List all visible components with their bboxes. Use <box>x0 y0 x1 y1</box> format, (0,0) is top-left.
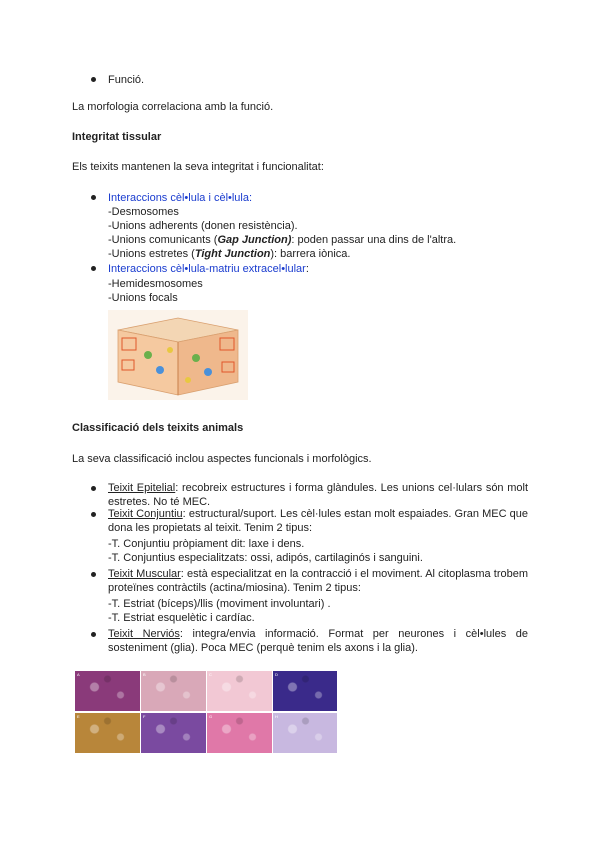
tissue-epitelial <box>108 481 528 509</box>
tile-label: C <box>209 672 212 677</box>
micrograph-tile <box>75 713 140 753</box>
micrograph-tile <box>75 671 140 711</box>
item-suffix: ): barrera iònica. <box>270 248 351 260</box>
tile-label: E <box>77 714 80 719</box>
tissue-description: : estructural/suport. Les cèl·lules estan molt espaiades. Gran MEC que dona les propietats al teixit. Tenim 2 tipus: <box>108 508 528 534</box>
cell-junction-illustration <box>108 310 248 400</box>
tissue-conjuntiu <box>108 507 528 535</box>
cell-cell-colon: : <box>249 192 253 204</box>
cell-matrix-item: -Unions focals <box>108 292 178 304</box>
tissue-name: Teixit Epitelial <box>108 482 176 494</box>
tile-label: F <box>143 714 146 719</box>
tissue-subtype: -T. Conjuntiu pròpiament dit: laxe i dens. <box>108 538 305 550</box>
item-prefix: -Unions comunicants ( <box>108 234 218 246</box>
cell-cell-heading <box>108 191 252 205</box>
tissue-name: Teixit Conjuntiu <box>108 508 183 520</box>
tissue-description: : integra/envia informació. Format per neurones i cèl•lules de sosteniment (glia). Poca MEC (perquè tenim els axons i la glia). <box>108 628 529 654</box>
tissue-nervios <box>108 627 528 655</box>
micrograph-tile <box>207 671 272 711</box>
tissue-muscular <box>108 567 528 595</box>
bullet-dot <box>91 266 96 271</box>
cell-matrix-title: Interaccions cèl•lula-matriu extracel•lular <box>108 263 306 275</box>
tissue-subtype: -T. Estriat esquelètic i cardíac. <box>108 612 255 624</box>
cell-cell-item <box>108 233 456 247</box>
tissue-description: : recobreix estructures i forma glàndules. Les unions cel·lulars són molt estretes. No té MEC. <box>108 482 528 508</box>
tissue-description: : està especialitzat en la contracció i el moviment. Al citoplasma trobem proteïnes contràctils (actina/miosina). Tenim 2 tipus: <box>108 568 528 594</box>
heading-classificacio: Classificació dels teixits animals <box>72 422 244 434</box>
tissue-micrograph-grid <box>75 671 337 755</box>
cell-matrix-colon: : <box>305 263 309 275</box>
junction-diagram <box>108 310 248 400</box>
tissue-name: Teixit Nerviós <box>108 628 180 640</box>
integritat-intro: Els teixits mantenen la seva integritat i funcionalitat: <box>72 161 324 173</box>
tile-label: G <box>209 714 213 719</box>
bullet-dot <box>91 486 96 491</box>
bullet-dot <box>91 512 96 517</box>
item-suffix: : poden passar una dins de l'altra. <box>291 234 457 246</box>
item-emphasis: Tight Junction <box>194 248 271 260</box>
tissue-subtype: -T. Conjuntius especialitzats: ossi, adipós, cartilaginós i sanguini. <box>108 552 423 564</box>
item-emphasis: Gap Junction) <box>217 234 292 246</box>
cell-cell-title: Interaccions cèl•lula i cèl•lula <box>108 192 249 204</box>
micrograph-tile <box>273 713 337 753</box>
tile-label: B <box>143 672 146 677</box>
bullet-dot <box>91 195 96 200</box>
micrograph-tile <box>141 671 206 711</box>
cell-cell-item: -Unions adherents (donen resistència). <box>108 220 298 232</box>
cell-cell-item <box>108 247 350 261</box>
micrograph-tile <box>141 713 206 753</box>
morfologia-text: La morfologia correlaciona amb la funció. <box>72 101 274 113</box>
tile-label: H <box>275 714 278 719</box>
tile-label: A <box>77 672 80 677</box>
tissue-name: Teixit Muscular <box>108 568 181 580</box>
cell-cell-item: -Desmosomes <box>108 206 179 218</box>
funcio-item: Funció. <box>108 74 145 86</box>
classificacio-intro: La seva classificació inclou aspectes funcionals i morfològics. <box>72 453 372 465</box>
micrograph-tile <box>273 671 337 711</box>
heading-integritat: Integritat tissular <box>72 131 162 143</box>
bullet-dot <box>91 632 96 637</box>
item-prefix: -Unions estretes ( <box>108 248 195 260</box>
cell-matrix-heading <box>108 262 309 276</box>
micrograph-tile <box>207 713 272 753</box>
tile-label: D <box>275 672 278 677</box>
tissue-subtype: -T. Estriat (bíceps)/llis (moviment involuntari) . <box>108 598 331 610</box>
bullet-dot <box>91 77 96 82</box>
cell-matrix-item: -Hemidesmosomes <box>108 278 203 290</box>
bullet-dot <box>91 572 96 577</box>
